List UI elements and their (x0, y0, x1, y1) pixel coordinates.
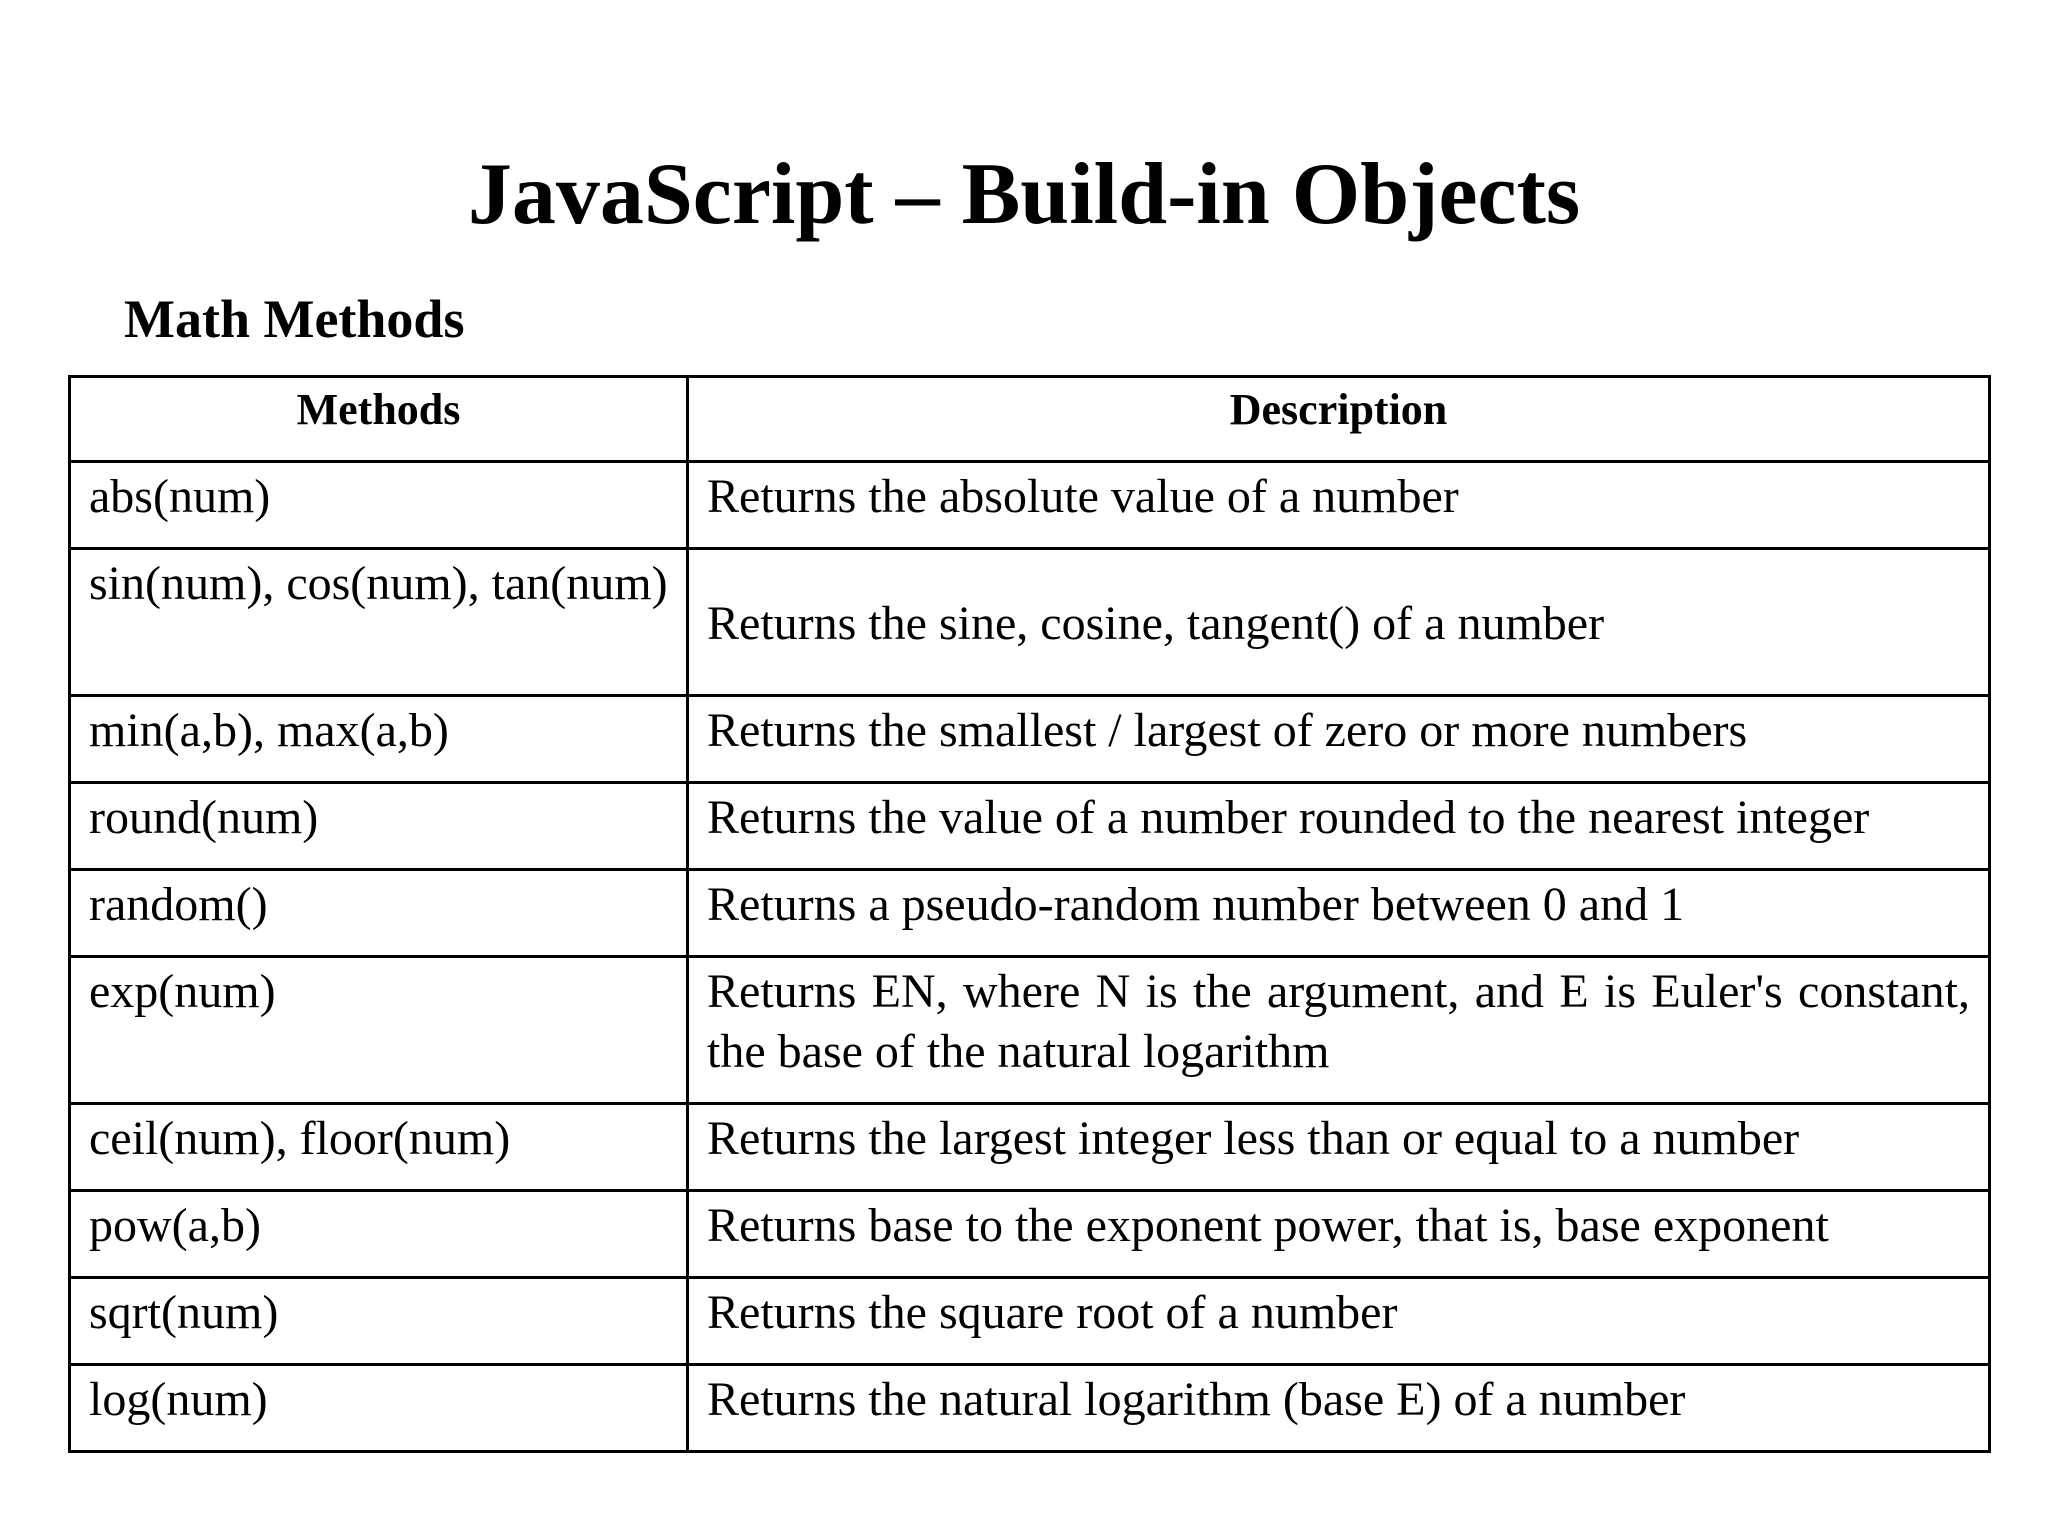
description-cell: Returns the natural logarithm (base E) of a number (688, 1365, 1990, 1452)
section-heading: Math Methods (124, 289, 465, 349)
table-row (70, 1365, 1990, 1452)
method-cell: round(num) (70, 783, 688, 870)
description-cell: Returns the square root of a number (688, 1278, 1990, 1365)
table-row (70, 549, 1990, 696)
column-header-description: Description (688, 377, 1990, 462)
description-cell: Returns EN, where N is the argument, and E is Euler's constant, the base of the natural logarithm (688, 957, 1990, 1104)
table-row (70, 696, 1990, 783)
table-row (70, 1278, 1990, 1365)
method-cell: pow(a,b) (70, 1191, 688, 1278)
method-cell: sqrt(num) (70, 1278, 688, 1365)
methods-table (68, 375, 1991, 1453)
table-row (70, 1104, 1990, 1191)
description-cell: Returns the value of a number rounded to the nearest integer (688, 783, 1990, 870)
table-row (70, 870, 1990, 957)
method-cell: random() (70, 870, 688, 957)
method-cell: exp(num) (70, 957, 688, 1104)
column-header-methods: Methods (70, 377, 688, 462)
description-cell: Returns the absolute value of a number (688, 462, 1990, 549)
description-cell: Returns the smallest / largest of zero or more numbers (688, 696, 1990, 783)
description-cell: Returns the sine, cosine, tangent() of a number (688, 549, 1990, 696)
method-cell: min(a,b), max(a,b) (70, 696, 688, 783)
table-row (70, 783, 1990, 870)
table-header-row (70, 377, 1990, 462)
table-row (70, 462, 1990, 549)
method-cell: sin(num), cos(num), tan(num) (70, 549, 688, 696)
slide-title: JavaScript – Build-in Objects (467, 146, 1581, 243)
description-cell: Returns base to the exponent power, that is, base exponent (688, 1191, 1990, 1278)
table-row (70, 1191, 1990, 1278)
description-cell: Returns a pseudo-random number between 0 and 1 (688, 870, 1990, 957)
method-cell: abs(num) (70, 462, 688, 549)
method-cell: log(num) (70, 1365, 688, 1452)
description-cell: Returns the largest integer less than or equal to a number (688, 1104, 1990, 1191)
method-cell: ceil(num), floor(num) (70, 1104, 688, 1191)
table-row (70, 957, 1990, 1104)
